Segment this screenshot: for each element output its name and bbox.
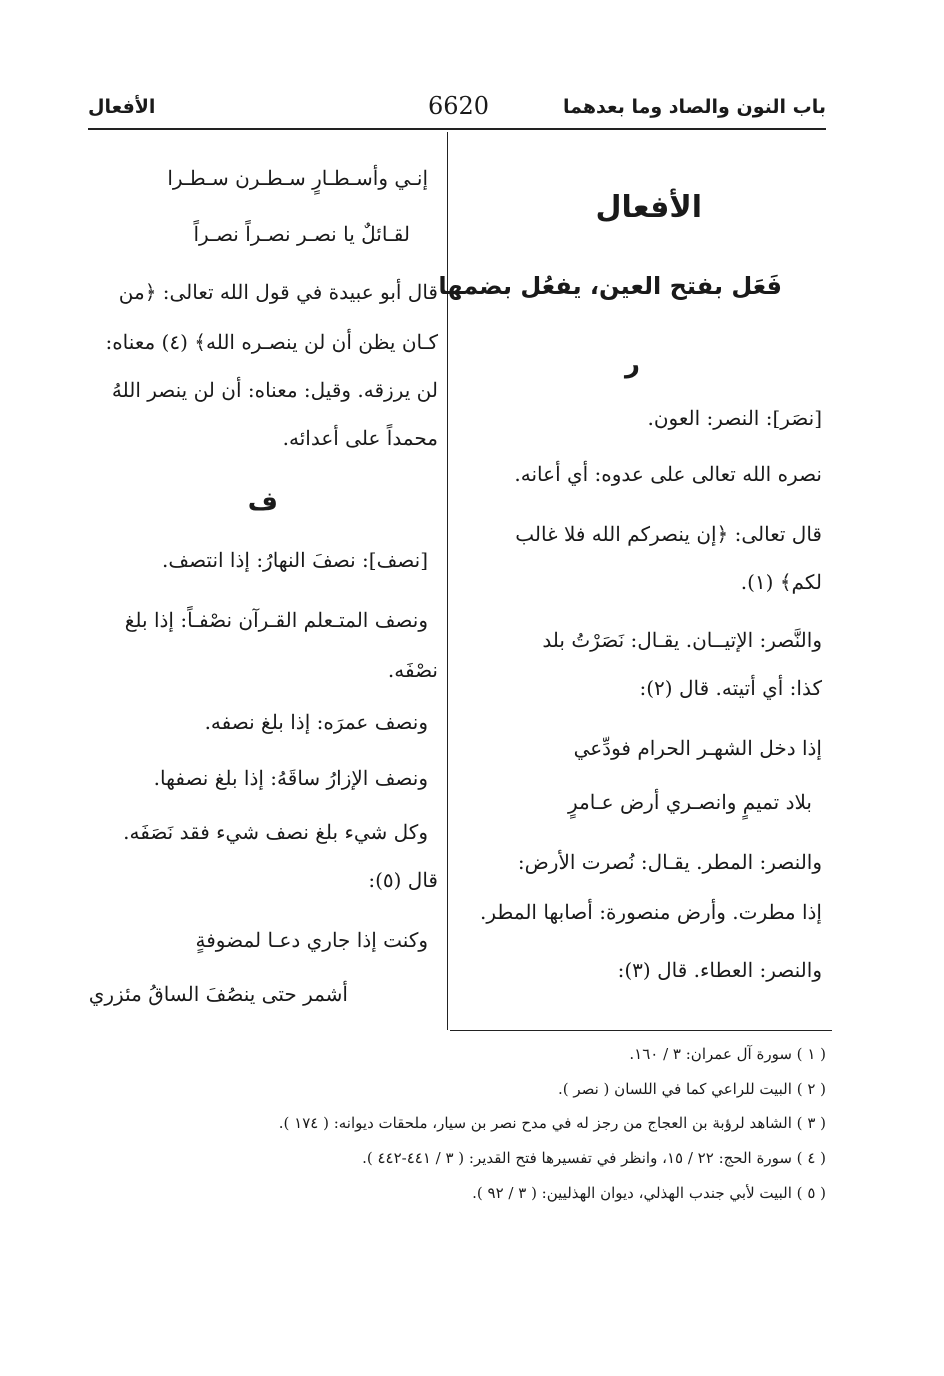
letter-heading-ra: ر [625,349,640,379]
verse-line: إذا دخل الشهـر الحرام فودِّعي [573,736,822,760]
text-line: ونصف عمرَه: إذا بلغ نصفه. [204,710,428,734]
verse-line: لقـائلٌ يا نصـر نصـراً نصـراً [193,222,410,246]
verse-line: وكنت إذا جاري دعـا لمضوفةٍ [195,928,428,952]
section-title: الأفعال [88,96,156,118]
text-line: لكم﴾ (١). [740,570,822,594]
text-line: إذا مطرت. وأرض منصورة: أصابها المطر. [479,900,822,924]
footnote: ( ٢ ) البيت للراعي كما في اللسان ( نصر ). [557,1080,826,1098]
right-column-subtitle: فَعَل بفتح العين، يفعُل بضمها [438,272,782,300]
text-line: نصْفَه. [387,658,438,682]
chapter-title: باب النون والصاد وما بعدهما [562,96,826,118]
verse-line: أشمر حتى ينصُفَ الساقُ مئزري [88,982,348,1006]
text-line: كـان يظن أن لن ينصـره الله﴾ (٤) معناه: [105,330,438,354]
text-line: ونصف المتـعلم القـرآن نصْفـاً: إذا بلغ [124,608,428,632]
verse-line: بلاد تميمٍ وانصـري أرض عـامرٍ [567,790,812,814]
footnote-rule [450,1030,832,1031]
footnote: ( ٣ ) الشاهد لرؤبة بن العجاج من رجز له في مدح نصر بن سيار، ملحقات ديوانه: ( ١٧٤ ). [278,1114,826,1132]
text-line: قال (٥): [368,868,438,892]
page-number: 6620 [428,92,490,120]
text-line: لن يرزقه. وقيل: معناه: أن لن ينصر اللهُ [111,378,438,402]
text-line: [نصَر]: النصر: العون. [647,406,822,430]
text-line: والنصر: المطر. يقـال: نُصرت الأرض: [517,850,822,874]
footnote: ( ١ ) سورة آل عمران: ٣ / ١٦٠. [629,1045,826,1063]
text-line: محمداً على أعدائه. [282,426,438,450]
text-line: كذا: أي أتيته. قال (٢): [639,676,822,700]
text-line: قال تعالى: ﴿إن ينصركم الله فلا غالب [515,522,822,546]
header-rule [88,128,826,130]
text-line: والنصر: العطاء. قال (٣): [617,958,822,982]
column-divider [447,132,448,1030]
footnote: ( ٥ ) البيت لأبي جندب الهذلي، ديوان الهذليين: ( ٣ / ٩٢ ). [472,1184,826,1202]
letter-heading-fa: ف [247,487,278,517]
text-line: قال أبو عبيدة في قول الله تعالى: ﴿من [118,280,438,304]
text-line: ونصف الإزارُ ساقَهُ: إذا بلغ نصفها. [153,766,428,790]
text-line: والنَّصر: الإتيــان. يقـال: نَصَرْتُ بلد [542,628,822,652]
footnote: ( ٤ ) سورة الحج: ٢٢ / ١٥، وانظر في تفسيرها فتح القدير: ( ٣ / ٤٤١-٤٤٢ ). [362,1149,826,1167]
verse-line: إنـي وأسـطـارٍ سـطـرن سـطـرا [167,166,428,190]
text-line: [نصف]: نصفَ النهارُ: إذا انتصف. [162,548,428,572]
text-line: وكل شيء بلغ نصف شيء فقد نَصَفَه. [123,820,428,844]
page-header [88,92,826,122]
text-line: نصره الله تعالى على عدوه: أي أعانه. [514,462,822,486]
right-column-title: الأفعال [595,190,702,225]
